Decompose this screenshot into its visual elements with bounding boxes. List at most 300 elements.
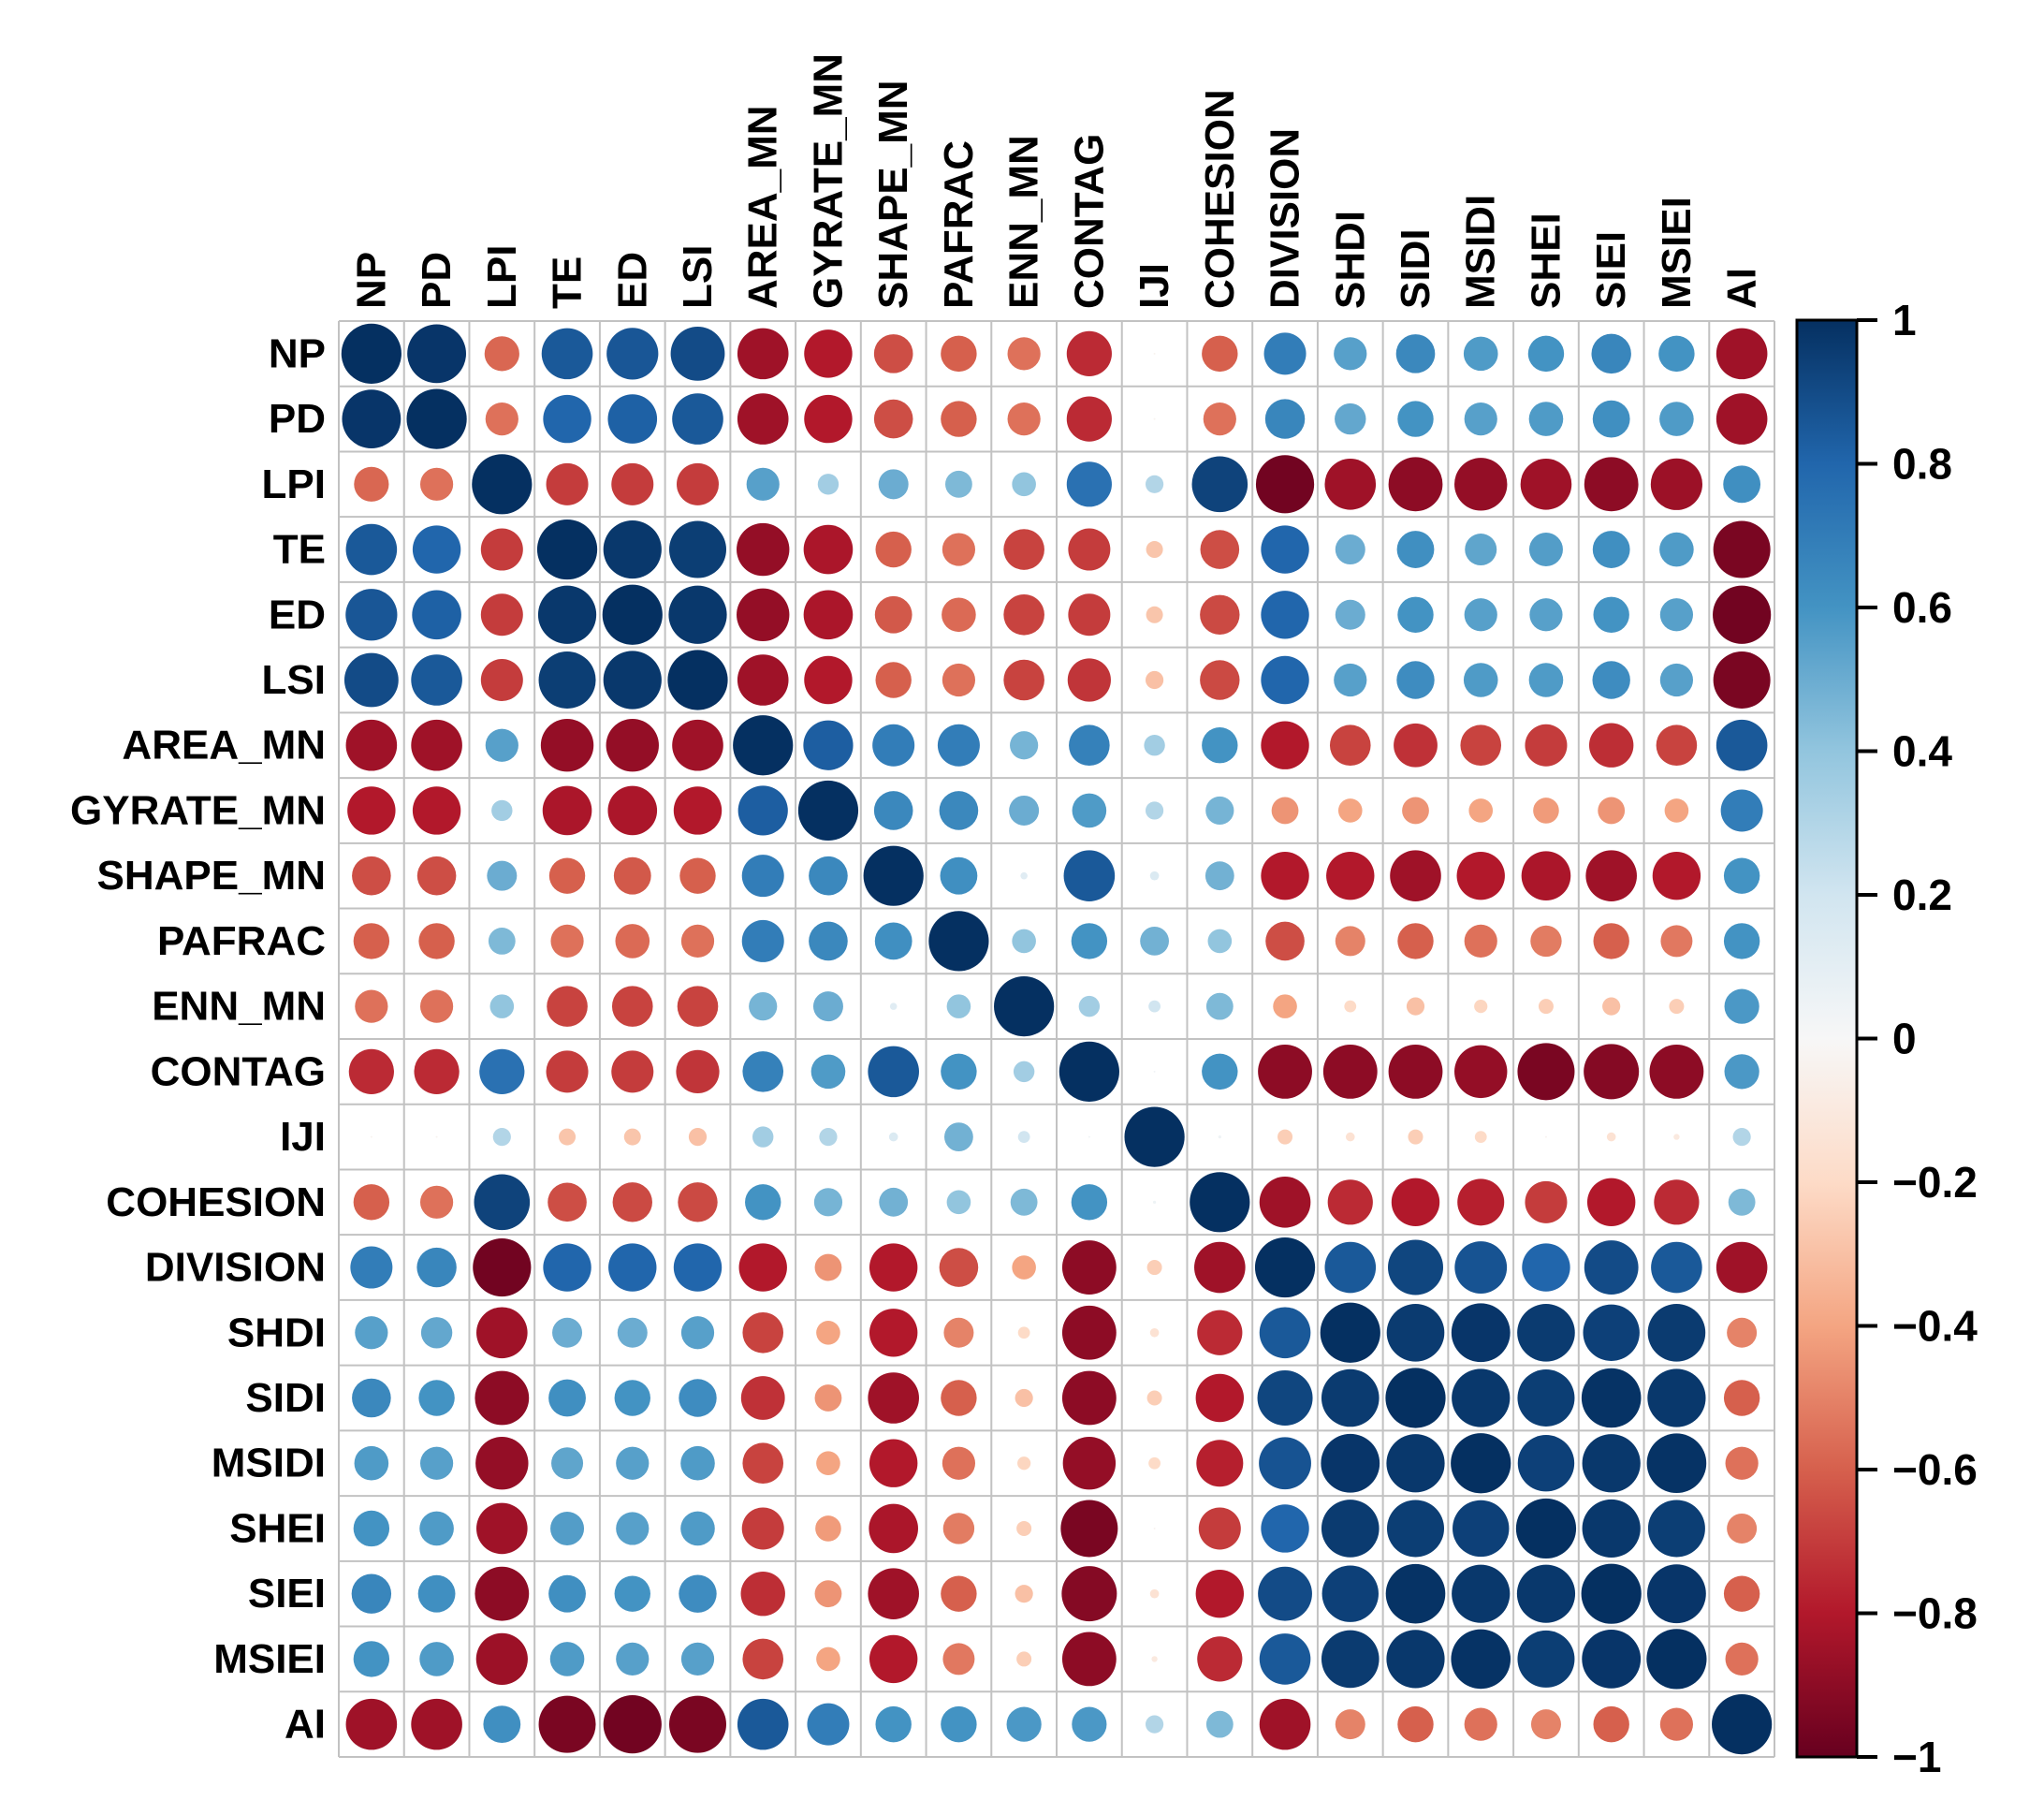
correlation-cell-PD-NP [342, 389, 401, 448]
correlation-cell-SHAPE_MN-ENN_MN [1020, 872, 1028, 880]
correlation-cell-LPI-SIEI [1584, 457, 1639, 511]
correlation-cell-SHEI-TE [550, 1512, 584, 1545]
correlation-cell-AREA_MN-AREA_MN [733, 715, 793, 775]
correlation-cell-AREA_MN-PD [411, 720, 462, 771]
correlation-cell-LPI-MSIEI [1651, 459, 1702, 510]
correlation-cell-COHESION-CONTAG [1072, 1184, 1107, 1220]
correlation-cell-AI-LSI [669, 1696, 726, 1753]
correlation-cell-SHEI-SIDI [1387, 1500, 1444, 1557]
correlation-cell-ED-NP [345, 589, 397, 640]
correlation-cell-MSIDI-ENN_MN [1017, 1456, 1030, 1470]
correlation-cell-PD-CONTAG [1067, 396, 1112, 441]
correlation-cell-ED-MSIDI [1465, 598, 1497, 631]
correlation-cell-ED-SHAPE_MN [875, 596, 912, 634]
correlation-cell-SIDI-GYRATE_MN [815, 1384, 842, 1412]
correlation-cell-SHAPE_MN-COHESION [1205, 861, 1234, 890]
correlation-cell-NP-CONTAG [1067, 331, 1112, 376]
correlation-cell-ENN_MN-DIVISION [1273, 994, 1297, 1018]
correlation-cell-MSIEI-AREA_MN [742, 1639, 783, 1680]
correlation-cell-LPI-SHEI [1521, 459, 1572, 510]
correlation-cell-PD-LSI [672, 393, 723, 445]
correlation-cell-SHEI-SHDI [1321, 1500, 1380, 1558]
correlation-cell-TE-AI [1714, 521, 1771, 578]
col-labels [348, 53, 1764, 309]
row-label-AREA_MN: AREA_MN [122, 722, 326, 768]
correlation-cell-MSIDI-SIEI [1583, 1434, 1641, 1492]
correlation-cell-SIDI-PD [418, 1380, 454, 1415]
correlation-cell-MSIDI-COHESION [1196, 1440, 1243, 1486]
correlation-cell-ENN_MN-COHESION [1206, 993, 1234, 1020]
correlation-cell-COHESION-SIDI [1392, 1178, 1439, 1226]
correlation-cell-SHEI-CONTAG [1060, 1500, 1117, 1557]
correlation-cell-AI-PAFRAC [941, 1706, 976, 1742]
correlation-cell-PAFRAC-LPI [489, 928, 516, 955]
correlation-cell-ENN_MN-PD [420, 990, 453, 1023]
correlation-cell-IJI-LSI [689, 1128, 707, 1146]
correlation-cell-CONTAG-MSIEI [1650, 1045, 1704, 1099]
correlation-cell-DIVISION-COHESION [1194, 1242, 1246, 1294]
correlation-cell-ED-SHEI [1529, 598, 1562, 631]
correlation-cell-PAFRAC-ENN_MN [1012, 929, 1036, 954]
correlation-cell-TE-PAFRAC [942, 533, 975, 565]
correlation-cell-COHESION-LSI [678, 1182, 717, 1222]
correlation-cell-SIDI-COHESION [1196, 1374, 1244, 1422]
correlation-cell-NP-MSIDI [1464, 337, 1498, 372]
correlation-cell-ED-LPI [481, 593, 523, 636]
correlation-cell-AREA_MN-SHEI [1525, 724, 1567, 767]
correlation-cell-NP-GYRATE_MN [804, 329, 852, 377]
correlation-cell-AREA_MN-MSIDI [1460, 724, 1501, 766]
correlation-cell-IJI-TE [559, 1129, 576, 1146]
colorbar-tick-label: −0.6 [1892, 1445, 1978, 1494]
correlation-cell-NP-SIEI [1591, 334, 1630, 373]
correlation-cell-CONTAG-SIDI [1389, 1045, 1443, 1099]
correlation-cell-PD-AI [1716, 393, 1768, 445]
correlation-cell-AI-LPI [483, 1705, 520, 1743]
correlation-cell-SIDI-SHDI [1321, 1369, 1380, 1427]
correlation-cell-AREA_MN-NP [346, 720, 398, 771]
correlation-cell-PD-MSIDI [1465, 402, 1497, 435]
correlation-cell-ENN_MN-AI [1725, 989, 1759, 1024]
correlation-cell-PD-ED [607, 394, 657, 444]
correlation-cell-PD-COHESION [1204, 402, 1236, 435]
correlation-cell-AI-ED [604, 1695, 662, 1753]
correlation-cell-LSI-PAFRAC [942, 664, 975, 696]
correlation-cell-GYRATE_MN-SHDI [1338, 798, 1363, 823]
correlation-cell-SHAPE_MN-CONTAG [1064, 850, 1116, 901]
row-label-SIEI: SIEI [247, 1571, 326, 1617]
correlation-cell-TE-PD [413, 525, 460, 573]
correlation-cell-IJI-COHESION [1219, 1135, 1221, 1138]
correlation-cell-NP-ENN_MN [1008, 337, 1041, 370]
correlation-cell-SIEI-MSIDI [1452, 1565, 1510, 1623]
correlation-cell-SIEI-LSI [679, 1574, 716, 1612]
correlation-cell-PAFRAC-SIDI [1397, 923, 1433, 959]
correlation-cell-TE-IJI [1146, 541, 1163, 558]
correlation-cell-DIVISION-LSI [674, 1243, 722, 1291]
correlation-cell-IJI-SHDI [1346, 1133, 1355, 1142]
correlation-cell-TE-GYRATE_MN [804, 525, 854, 575]
correlation-cell-CONTAG-AREA_MN [742, 1051, 783, 1092]
col-label-AREA_MN: AREA_MN [739, 105, 786, 309]
correlation-cell-TE-CONTAG [1068, 529, 1110, 571]
correlation-cell-AREA_MN-AI [1716, 720, 1768, 771]
row-label-PD: PD [268, 396, 326, 443]
correlation-cell-DIVISION-IJI [1147, 1260, 1162, 1275]
correlation-cell-SHEI-COHESION [1199, 1507, 1241, 1549]
correlation-cell-ED-ED [603, 585, 663, 645]
correlation-cell-LPI-DIVISION [1256, 455, 1314, 513]
correlation-cell-SIEI-CONTAG [1061, 1566, 1117, 1621]
correlation-cell-NP-AREA_MN [737, 329, 789, 380]
correlation-cell-SHAPE_MN-IJI [1150, 871, 1160, 881]
correlation-cell-MSIEI-NP [354, 1641, 389, 1676]
correlation-cell-SHEI-NP [354, 1511, 389, 1546]
correlation-cell-GYRATE_MN-SIEI [1598, 798, 1625, 825]
correlation-cell-DIVISION-DIVISION [1255, 1237, 1315, 1297]
correlation-cell-LPI-TE [547, 463, 589, 505]
correlation-cell-SHDI-MSIEI [1648, 1304, 1706, 1362]
correlation-cell-AI-GYRATE_MN [807, 1704, 849, 1746]
correlation-cell-SHAPE_MN-SHAPE_MN [864, 846, 924, 906]
correlation-cell-SIDI-MSIEI [1647, 1368, 1705, 1427]
correlation-cell-COHESION-SHEI [1525, 1181, 1567, 1223]
correlation-cell-PAFRAC-AREA_MN [742, 920, 784, 962]
correlation-cell-CONTAG-MSIDI [1454, 1046, 1507, 1098]
correlation-cell-CONTAG-IJI [1154, 1071, 1156, 1073]
correlation-cell-COHESION-LPI [474, 1175, 531, 1231]
correlation-cell-NP-SHAPE_MN [874, 334, 913, 373]
correlation-cell-ENN_MN-ED [612, 986, 653, 1027]
correlation-cell-MSIEI-SHEI [1517, 1631, 1574, 1688]
correlation-cell-SIDI-SIEI [1582, 1368, 1642, 1428]
correlation-cell-TE-SHAPE_MN [875, 532, 911, 567]
correlation-cell-COHESION-TE [548, 1183, 587, 1222]
correlation-cell-SHAPE_MN-MSIEI [1653, 852, 1701, 900]
correlation-cell-SIDI-SHAPE_MN [868, 1372, 919, 1424]
correlation-cell-DIVISION-MSIEI [1651, 1242, 1702, 1294]
correlation-cell-PAFRAC-PD [418, 923, 454, 959]
col-label-SHAPE_MN: SHAPE_MN [870, 80, 917, 309]
correlation-cell-SIEI-SHEI [1517, 1565, 1575, 1623]
correlation-cell-PAFRAC-MSIEI [1660, 925, 1692, 957]
correlation-cell-AREA_MN-MSIEI [1657, 724, 1698, 766]
correlation-cell-PAFRAC-MSIDI [1465, 925, 1497, 958]
correlation-cell-LSI-ED [604, 651, 662, 709]
correlation-cell-IJI-IJI [1124, 1106, 1184, 1166]
correlation-cell-SHAPE_MN-SIDI [1390, 850, 1441, 901]
correlation-cell-LSI-TE [539, 651, 596, 709]
correlation-cell-MSIEI-LSI [681, 1643, 714, 1676]
correlation-cell-SIEI-NP [352, 1573, 391, 1613]
correlation-cell-ED-DIVISION [1261, 591, 1308, 638]
correlation-cell-LSI-PD [411, 654, 462, 706]
correlation-cell-SIEI-SHDI [1322, 1565, 1379, 1621]
correlation-cell-LPI-COHESION [1192, 457, 1248, 513]
correlation-cell-GYRATE_MN-NP [347, 786, 395, 834]
correlation-cell-PD-SIEI [1593, 401, 1630, 438]
correlation-cell-IJI-CONTAG [1088, 1136, 1090, 1138]
correlation-cell-SIEI-SHAPE_MN [868, 1568, 919, 1619]
correlation-cell-NP-MSIEI [1658, 336, 1694, 372]
correlation-cell-MSIDI-AI [1726, 1447, 1759, 1480]
correlation-cell-LSI-DIVISION [1261, 656, 1308, 704]
correlation-cell-COHESION-GYRATE_MN [814, 1188, 842, 1216]
row-label-SHAPE_MN: SHAPE_MN [96, 853, 326, 900]
correlation-cell-LPI-PAFRAC [945, 471, 972, 498]
correlation-cell-GYRATE_MN-DIVISION [1272, 798, 1299, 825]
correlation-cell-SHDI-IJI [1150, 1328, 1160, 1338]
correlation-cell-IJI-GYRATE_MN [819, 1128, 837, 1146]
correlation-cell-PAFRAC-AI [1724, 923, 1759, 959]
correlation-cell-ENN_MN-LPI [490, 994, 515, 1018]
correlation-cell-MSIDI-IJI [1148, 1457, 1161, 1470]
correlation-cell-TE-SHDI [1336, 534, 1365, 564]
row-label-ED: ED [268, 592, 326, 638]
correlation-cell-SHDI-COHESION [1197, 1310, 1242, 1355]
col-label-SHEI: SHEI [1523, 212, 1570, 309]
correlation-cell-ED-GYRATE_MN [804, 590, 854, 639]
correlation-cell-NP-NP [342, 324, 402, 384]
correlation-cell-AI-NP [346, 1699, 398, 1750]
col-label-ENN_MN: ENN_MN [1000, 135, 1047, 309]
correlation-cell-CONTAG-DIVISION [1258, 1045, 1312, 1099]
correlation-cell-IJI-AI [1733, 1128, 1751, 1146]
correlation-cell-SHEI-SHAPE_MN [869, 1504, 918, 1554]
correlation-cell-CONTAG-NP [349, 1049, 394, 1094]
correlation-cell-NP-SIDI [1396, 334, 1436, 373]
correlation-cell-COHESION-MSIDI [1457, 1178, 1504, 1225]
correlation-cell-SIDI-ENN_MN [1015, 1389, 1033, 1407]
correlation-cell-AREA_MN-LPI [486, 729, 518, 762]
correlation-cell-SHEI-PAFRAC [943, 1513, 974, 1544]
correlation-cell-SIDI-IJI [1147, 1391, 1162, 1406]
row-label-PAFRAC: PAFRAC [156, 917, 326, 964]
correlation-cell-LPI-LPI [472, 454, 532, 514]
correlation-cell-PD-PD [406, 388, 466, 448]
col-label-SIDI: SIDI [1393, 228, 1438, 309]
correlation-cell-ENN_MN-SIDI [1407, 998, 1424, 1016]
correlation-cell-COHESION-AREA_MN [745, 1184, 781, 1220]
correlation-cell-GYRATE_MN-SIDI [1402, 798, 1429, 825]
correlation-cell-GYRATE_MN-AREA_MN [738, 785, 788, 835]
row-label-ENN_MN: ENN_MN [152, 983, 326, 1030]
correlation-cell-TE-LSI [669, 521, 726, 578]
correlation-cell-GYRATE_MN-SHAPE_MN [874, 791, 913, 830]
correlation-cell-IJI-MSIDI [1475, 1131, 1487, 1143]
correlation-cell-ENN_MN-AREA_MN [749, 992, 777, 1020]
correlation-cell-AI-SHDI [1336, 1709, 1365, 1739]
colorbar-tick-label: 0.2 [1892, 871, 1952, 919]
correlation-cell-AI-TE [539, 1696, 596, 1753]
correlation-cell-LSI-GYRATE_MN [804, 656, 852, 704]
correlation-cell-PD-AREA_MN [737, 393, 789, 445]
correlation-cell-SHAPE_MN-PAFRAC [941, 857, 978, 895]
correlation-cell-CONTAG-ED [611, 1050, 653, 1092]
row-label-SHDI: SHDI [226, 1310, 326, 1356]
correlation-cell-AREA_MN-SIEI [1589, 724, 1633, 768]
correlation-cell-AI-CONTAG [1072, 1707, 1106, 1742]
correlation-cell-IJI-MSIEI [1673, 1134, 1679, 1139]
correlation-cell-SHDI-SHAPE_MN [869, 1309, 917, 1356]
correlation-cell-MSIEI-CONTAG [1062, 1632, 1117, 1687]
correlation-cell-SHEI-IJI [1154, 1528, 1156, 1529]
correlation-cell-ED-ENN_MN [1003, 594, 1044, 636]
correlation-cell-LPI-SIDI [1389, 457, 1443, 511]
col-label-SIEI: SIEI [1588, 230, 1635, 309]
correlation-cell-SHDI-SHDI [1321, 1303, 1380, 1363]
correlation-cell-ENN_MN-SHEI [1539, 999, 1554, 1014]
col-label-CONTAG: CONTAG [1066, 133, 1113, 309]
correlation-cell-LPI-GYRATE_MN [818, 474, 839, 494]
correlation-cell-DIVISION-CONTAG [1062, 1240, 1117, 1295]
correlation-cell-ED-SIEI [1593, 597, 1628, 633]
correlation-cell-GYRATE_MN-CONTAG [1073, 794, 1107, 828]
correlation-cell-SIEI-IJI [1150, 1589, 1160, 1599]
correlation-cell-CONTAG-COHESION [1202, 1054, 1237, 1090]
correlation-cell-AREA_MN-ED [606, 719, 659, 771]
correlation-cell-SIDI-NP [352, 1379, 391, 1418]
correlation-cell-NP-PAFRAC [941, 336, 976, 372]
correlation-cell-SIEI-ED [615, 1575, 650, 1611]
row-label-CONTAG: CONTAG [150, 1048, 326, 1095]
correlation-cell-MSIDI-SHAPE_MN [869, 1440, 917, 1487]
correlation-cell-DIVISION-ENN_MN [1012, 1255, 1036, 1280]
correlation-cell-SIEI-PD [418, 1575, 456, 1613]
correlation-cell-SHDI-ENN_MN [1018, 1326, 1030, 1339]
correlation-cell-NP-LSI [671, 327, 725, 381]
correlation-cell-AREA_MN-IJI [1144, 735, 1164, 755]
correlation-cell-DIVISION-ED [608, 1243, 656, 1291]
correlation-cell-SHAPE_MN-LSI [679, 857, 715, 893]
correlation-cell-SHDI-AI [1727, 1318, 1757, 1348]
correlation-cell-MSIDI-LPI [475, 1437, 528, 1489]
correlation-cell-ED-CONTAG [1068, 593, 1110, 636]
correlation-cell-AI-MSIEI [1660, 1708, 1693, 1741]
correlation-cell-IJI-LPI [493, 1128, 511, 1146]
correlation-cell-PAFRAC-SIEI [1593, 923, 1628, 959]
correlation-cell-ENN_MN-TE [547, 986, 588, 1027]
correlation-cell-ED-SHDI [1336, 600, 1365, 630]
correlation-cell-MSIEI-AI [1726, 1643, 1759, 1676]
correlation-cell-CONTAG-PAFRAC [941, 1054, 976, 1090]
correlation-cell-TE-MSIDI [1465, 534, 1496, 565]
col-label-DIVISION: DIVISION [1262, 127, 1308, 309]
correlation-cell-MSIDI-PAFRAC [942, 1447, 975, 1480]
correlation-cell-SHEI-LSI [680, 1512, 715, 1546]
correlation-cell-ENN_MN-NP [355, 990, 387, 1023]
correlation-cell-SHAPE_MN-AREA_MN [742, 855, 784, 897]
correlation-cell-IJI-PD [436, 1136, 438, 1138]
correlation-cell-AREA_MN-PAFRAC [938, 724, 980, 767]
colorbar [1797, 296, 1978, 1781]
correlation-cell-AI-ENN_MN [1007, 1707, 1042, 1742]
correlation-cell-GYRATE_MN-COHESION [1205, 797, 1234, 825]
correlation-cell-SIEI-SIEI [1582, 1564, 1642, 1624]
correlation-cell-ENN_MN-GYRATE_MN [813, 991, 843, 1021]
correlation-cell-MSIEI-LPI [476, 1633, 528, 1685]
col-label-TE: TE [544, 256, 591, 309]
correlation-cell-SIDI-LPI [474, 1371, 529, 1426]
correlation-cell-PD-SHEI [1529, 402, 1564, 436]
correlation-cell-LPI-AREA_MN [747, 468, 780, 501]
col-label-MSIDI: MSIDI [1457, 194, 1504, 309]
correlation-cell-LSI-IJI [1146, 671, 1163, 689]
row-label-DIVISION: DIVISION [144, 1244, 326, 1291]
correlation-cell-PAFRAC-SHEI [1530, 926, 1561, 957]
colorbar-tick-label: −0.4 [1892, 1301, 1978, 1351]
correlation-cell-ED-AREA_MN [737, 589, 789, 641]
correlation-cell-AI-SHAPE_MN [875, 1706, 911, 1742]
row-label-NP: NP [268, 330, 326, 377]
correlation-cell-ENN_MN-SHDI [1344, 1001, 1356, 1013]
correlation-cell-SHAPE_MN-ED [614, 857, 651, 895]
col-label-ED: ED [609, 251, 656, 309]
correlation-cell-PD-SIDI [1397, 401, 1433, 436]
correlation-cell-SIDI-LSI [679, 1379, 716, 1416]
correlation-cell-AREA_MN-SHAPE_MN [872, 724, 914, 767]
correlation-cell-IJI-PAFRAC [944, 1122, 973, 1151]
correlation-cell-SHEI-ENN_MN [1016, 1521, 1031, 1536]
correlation-cell-TE-ENN_MN [1003, 529, 1044, 570]
correlation-cell-SHEI-AREA_MN [742, 1507, 784, 1549]
correlation-cell-PAFRAC-GYRATE_MN [809, 922, 848, 961]
correlation-cell-ENN_MN-IJI [1148, 1001, 1161, 1013]
correlation-cell-AI-AI [1712, 1694, 1772, 1754]
colorbar-tick-label: 0 [1892, 1014, 1917, 1063]
correlation-cell-GYRATE_MN-MSIDI [1468, 798, 1493, 823]
correlation-cell-NP-LPI [485, 336, 519, 371]
correlation-cell-MSIDI-CONTAG [1063, 1437, 1116, 1489]
correlation-cell-NP-IJI [1154, 353, 1156, 355]
colorbar-tick-label: −1 [1892, 1733, 1942, 1781]
correlation-cell-PAFRAC-LSI [681, 925, 714, 958]
correlation-cell-SIEI-SIDI [1386, 1564, 1446, 1624]
correlation-cell-GYRATE_MN-GYRATE_MN [798, 781, 858, 841]
correlation-cell-ENN_MN-SIEI [1602, 998, 1620, 1016]
correlation-cell-DIVISION-SIEI [1584, 1240, 1639, 1295]
correlation-cell-MSIEI-TE [550, 1642, 585, 1676]
correlation-cell-MSIEI-GYRATE_MN [816, 1647, 840, 1672]
correlation-cell-MSIEI-SHAPE_MN [869, 1635, 917, 1683]
correlation-cell-LPI-PD [420, 468, 453, 501]
correlation-cell-DIVISION-SHAPE_MN [869, 1243, 917, 1291]
correlation-cell-GYRATE_MN-PAFRAC [940, 791, 979, 830]
correlation-cell-LSI-SIDI [1396, 661, 1434, 698]
correlation-cell-DIVISION-AREA_MN [739, 1243, 787, 1291]
correlation-cell-GYRATE_MN-ED [607, 786, 657, 836]
correlation-cell-MSIEI-COHESION [1197, 1636, 1242, 1681]
correlation-cell-MSIEI-PAFRAC [942, 1643, 974, 1675]
correlation-cell-TE-LPI [481, 529, 523, 571]
correlation-cell-NP-DIVISION [1264, 332, 1307, 374]
correlation-cell-LSI-CONTAG [1068, 658, 1111, 701]
correlation-cell-NP-COHESION [1202, 336, 1237, 372]
correlation-cell-DIVISION-AI [1716, 1242, 1768, 1294]
correlation-cell-AREA_MN-ENN_MN [1010, 731, 1038, 759]
correlation-cell-PD-GYRATE_MN [804, 395, 852, 443]
correlation-cell-SHAPE_MN-SHEI [1522, 851, 1571, 900]
correlation-cell-SHEI-SHEI [1516, 1499, 1576, 1559]
correlation-cell-IJI-DIVISION [1278, 1130, 1292, 1145]
correlation-cell-GYRATE_MN-LSI [674, 786, 722, 834]
correlation-cell-TE-NP [346, 524, 398, 576]
correlation-cell-SHEI-PD [419, 1512, 454, 1546]
correlation-cell-ED-IJI [1146, 607, 1163, 623]
correlation-cell-SIDI-ED [615, 1380, 650, 1415]
correlation-cell-SHAPE_MN-LPI [487, 861, 517, 891]
row-label-SIDI: SIDI [245, 1375, 326, 1421]
